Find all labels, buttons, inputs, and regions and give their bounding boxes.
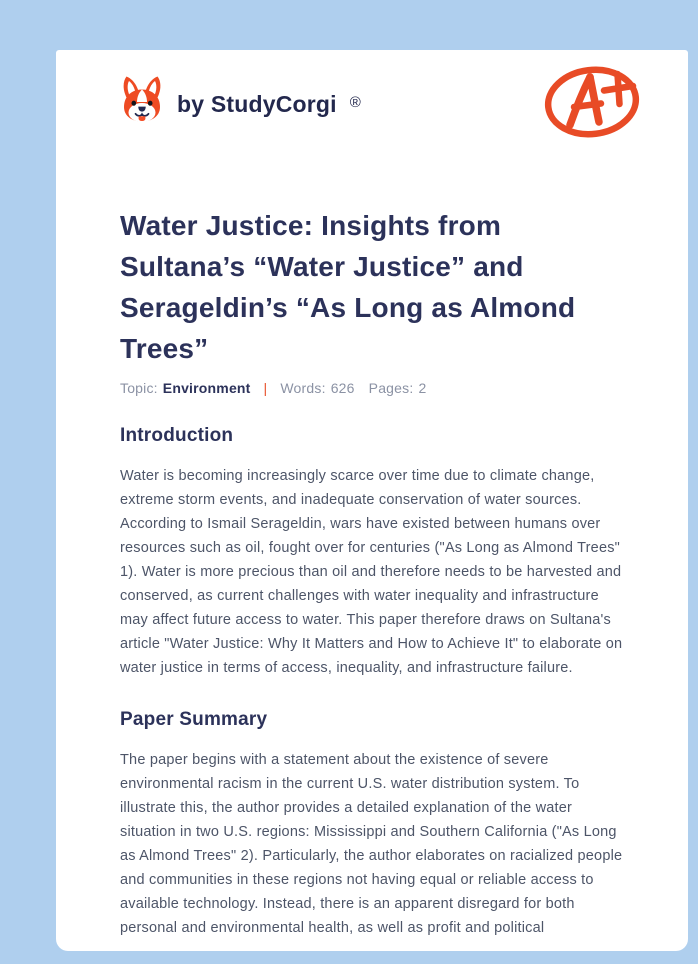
brand-name: by StudyCorgi <box>177 91 337 117</box>
pages-value: 2 <box>418 380 427 396</box>
topic-label: Topic: <box>120 380 158 396</box>
introduction-section <box>120 425 624 680</box>
introduction-heading: Introduction <box>120 425 234 446</box>
paper-summary-body: The paper begins with a statement about the existence of severe environmental racism in the current U.S. water distribution system. To illustrate this, the author provides a detailed explanation of the water situation in two U.S. regions: Mississippi and Southern California ("As Long as Almond Trees" 2). Particularly, the author elaborates on racialized people and communities in these regions not having equal or reliable access to available technology. Instead, there is an apparent disregard for both personal and environmental health, as well as profit and political <box>120 752 623 936</box>
pages-label: Pages: <box>368 380 414 396</box>
paper-summary-section <box>120 709 624 940</box>
paper-summary-heading: Paper Summary <box>120 709 268 730</box>
topic-link[interactable]: Environment <box>162 380 251 396</box>
essay-preview-card <box>56 50 688 951</box>
registered-trademark: ® <box>349 94 361 111</box>
header <box>120 74 624 147</box>
corgi-icon <box>120 74 164 127</box>
meta-separator: | <box>263 380 268 396</box>
words-value: 626 <box>330 380 355 396</box>
essay-title: Water Justice: Insights from Sultana’s “Water Justice” and Serageldin’s “As Long as Almond Trees” <box>120 210 576 364</box>
introduction-body: Water is becoming increasingly scarce over time due to climate change, extreme storm events, and inadequate conservation of water sources. According to Ismail Serageldin, wars have existed between humans over resources such as oil, fought over for centuries ("As Long as Almond Trees" 1). Water is more precious than oil and therefore needs to be harvested and conserved, as current challenges with water inequality and infrastructure may affect future access to water. This paper therefore draws on Sultana's article "Water Justice: Why It Matters and How to Achieve It" to elaborate on water justice in terms of access, inequality, and infrastructure failure. <box>120 468 623 676</box>
a-plus-badge-icon <box>543 62 641 147</box>
studycorgi-brand-link[interactable] <box>120 74 361 127</box>
words-label: Words: <box>280 380 326 396</box>
essay-meta <box>120 380 624 396</box>
